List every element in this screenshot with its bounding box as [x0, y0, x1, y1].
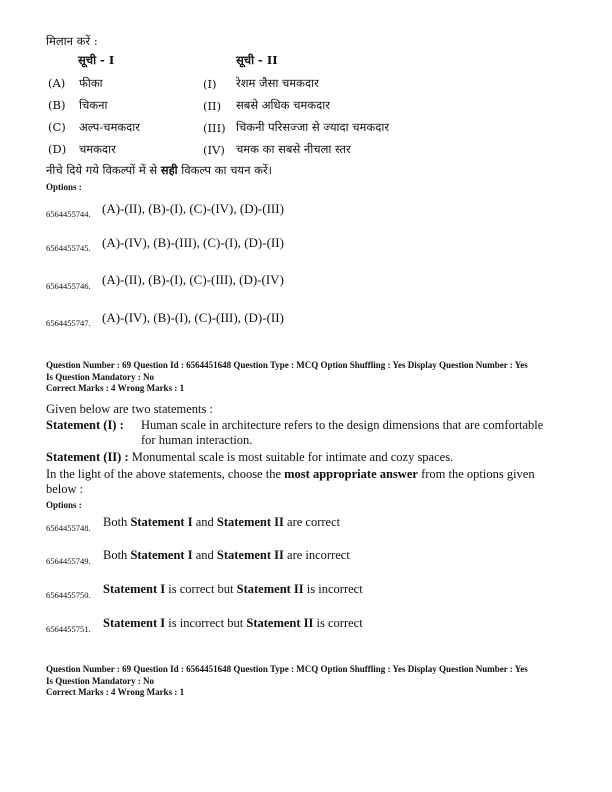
statement-2-label: Statement (II) :: [46, 450, 129, 464]
question-mandatory: Is Question Mandatory : No: [46, 371, 155, 382]
option-id: 6564455750.: [46, 590, 91, 600]
option-id: 6564455745.: [46, 243, 91, 253]
option-id: 6564455746.: [46, 281, 91, 291]
row-number: (IV): [203, 143, 225, 157]
question-mandatory: Is Question Mandatory : No: [46, 675, 155, 686]
option-text: Both Statement I and Statement II are incorrect: [103, 548, 350, 562]
options-label: Options :: [46, 182, 82, 192]
choose-emphasis: सही: [160, 163, 178, 177]
prompt-text: In the light of the above statements, choose the: [46, 467, 285, 481]
match-instruction: मिलान करें :: [46, 34, 98, 48]
row-right-item: चमक का सबसे नीचला स्तर: [236, 142, 351, 156]
prompt-emphasis: most appropriate answer: [284, 467, 418, 481]
row-number: (III): [203, 121, 226, 135]
row-number: (II): [203, 99, 222, 113]
prompt-text-end: from the options given: [417, 467, 535, 481]
row-key: (D): [48, 142, 67, 156]
row-key: (C): [48, 120, 66, 134]
question-meta: [46, 360, 528, 395]
option-text: Statement I is correct but Statement II is incorrect: [103, 582, 363, 596]
question-meta-line: Question Number : 69 Question Id : 6564451648 Question Type : MCQ Option Shuffling : Yes Display Question Number : Yes: [46, 360, 528, 370]
option-id: 6564455744.: [46, 209, 91, 219]
option-text: (A)-(II), (B)-(I), (C)-(IV), (D)-(III): [102, 201, 284, 216]
statement-1-text-cont: for human interaction.: [141, 433, 253, 447]
question-marks: Correct Marks : 4 Wrong Marks : 1: [46, 687, 185, 697]
choose-text-end: विकल्प का चयन करें।: [177, 163, 273, 177]
option-id: 6564455747.: [46, 318, 91, 328]
question-meta: [46, 664, 528, 699]
option-text: (A)-(II), (B)-(I), (C)-(III), (D)-(IV): [102, 272, 284, 287]
row-left-item: फीका: [79, 76, 103, 90]
options-label: Options :: [46, 500, 82, 510]
row-key: (A): [48, 76, 66, 90]
statement-2-text: Monumental scale is most suitable for intimate and cozy spaces.: [128, 450, 454, 464]
choose-instruction: [46, 163, 272, 178]
choose-text: नीचे दिये गये विकल्पों में से: [46, 163, 161, 177]
row-right-item: चिकनी परिसज्जा से ज्यादा चमकदार: [236, 120, 390, 134]
option-text: (A)-(IV), (B)-(I), (C)-(III), (D)-(II): [102, 310, 284, 325]
row-key: (B): [48, 98, 66, 112]
row-right-item: रेशम जैसा चमकदार: [236, 76, 319, 90]
statement-1-label: Statement (I) :: [46, 418, 124, 432]
list-2-heading: सूची - II: [236, 53, 278, 67]
option-text: Both Statement I and Statement II are correct: [103, 515, 341, 529]
option-text: (A)-(IV), (B)-(III), (C)-(I), (D)-(II): [102, 235, 284, 250]
question-marks: Correct Marks : 4 Wrong Marks : 1: [46, 383, 185, 393]
option-id: 6564455748.: [46, 523, 91, 533]
question-intro: Given below are two statements :: [46, 402, 213, 416]
row-left-item: चिकना: [79, 98, 108, 112]
question-prompt: [46, 467, 535, 482]
row-left-item: अल्प-चमकदार: [79, 120, 140, 134]
option-id: 6564455751.: [46, 624, 91, 634]
list-1-heading: सूची - I: [78, 53, 115, 67]
statement-1-text: Human scale in architecture refers to the design dimensions that are comfortable: [141, 418, 544, 432]
question-meta-line: Question Number : 69 Question Id : 6564451648 Question Type : MCQ Option Shuffling : Yes Display Question Number : Yes: [46, 664, 528, 674]
option-text: Statement I is incorrect but Statement II is correct: [103, 616, 363, 630]
statement-2: [46, 450, 453, 465]
row-right-item: सबसे अधिक चमकदार: [236, 98, 330, 112]
row-left-item: चमकदार: [79, 142, 116, 156]
option-id: 6564455749.: [46, 556, 91, 566]
question-prompt-cont: below :: [46, 482, 84, 496]
row-number: (I): [203, 77, 217, 91]
